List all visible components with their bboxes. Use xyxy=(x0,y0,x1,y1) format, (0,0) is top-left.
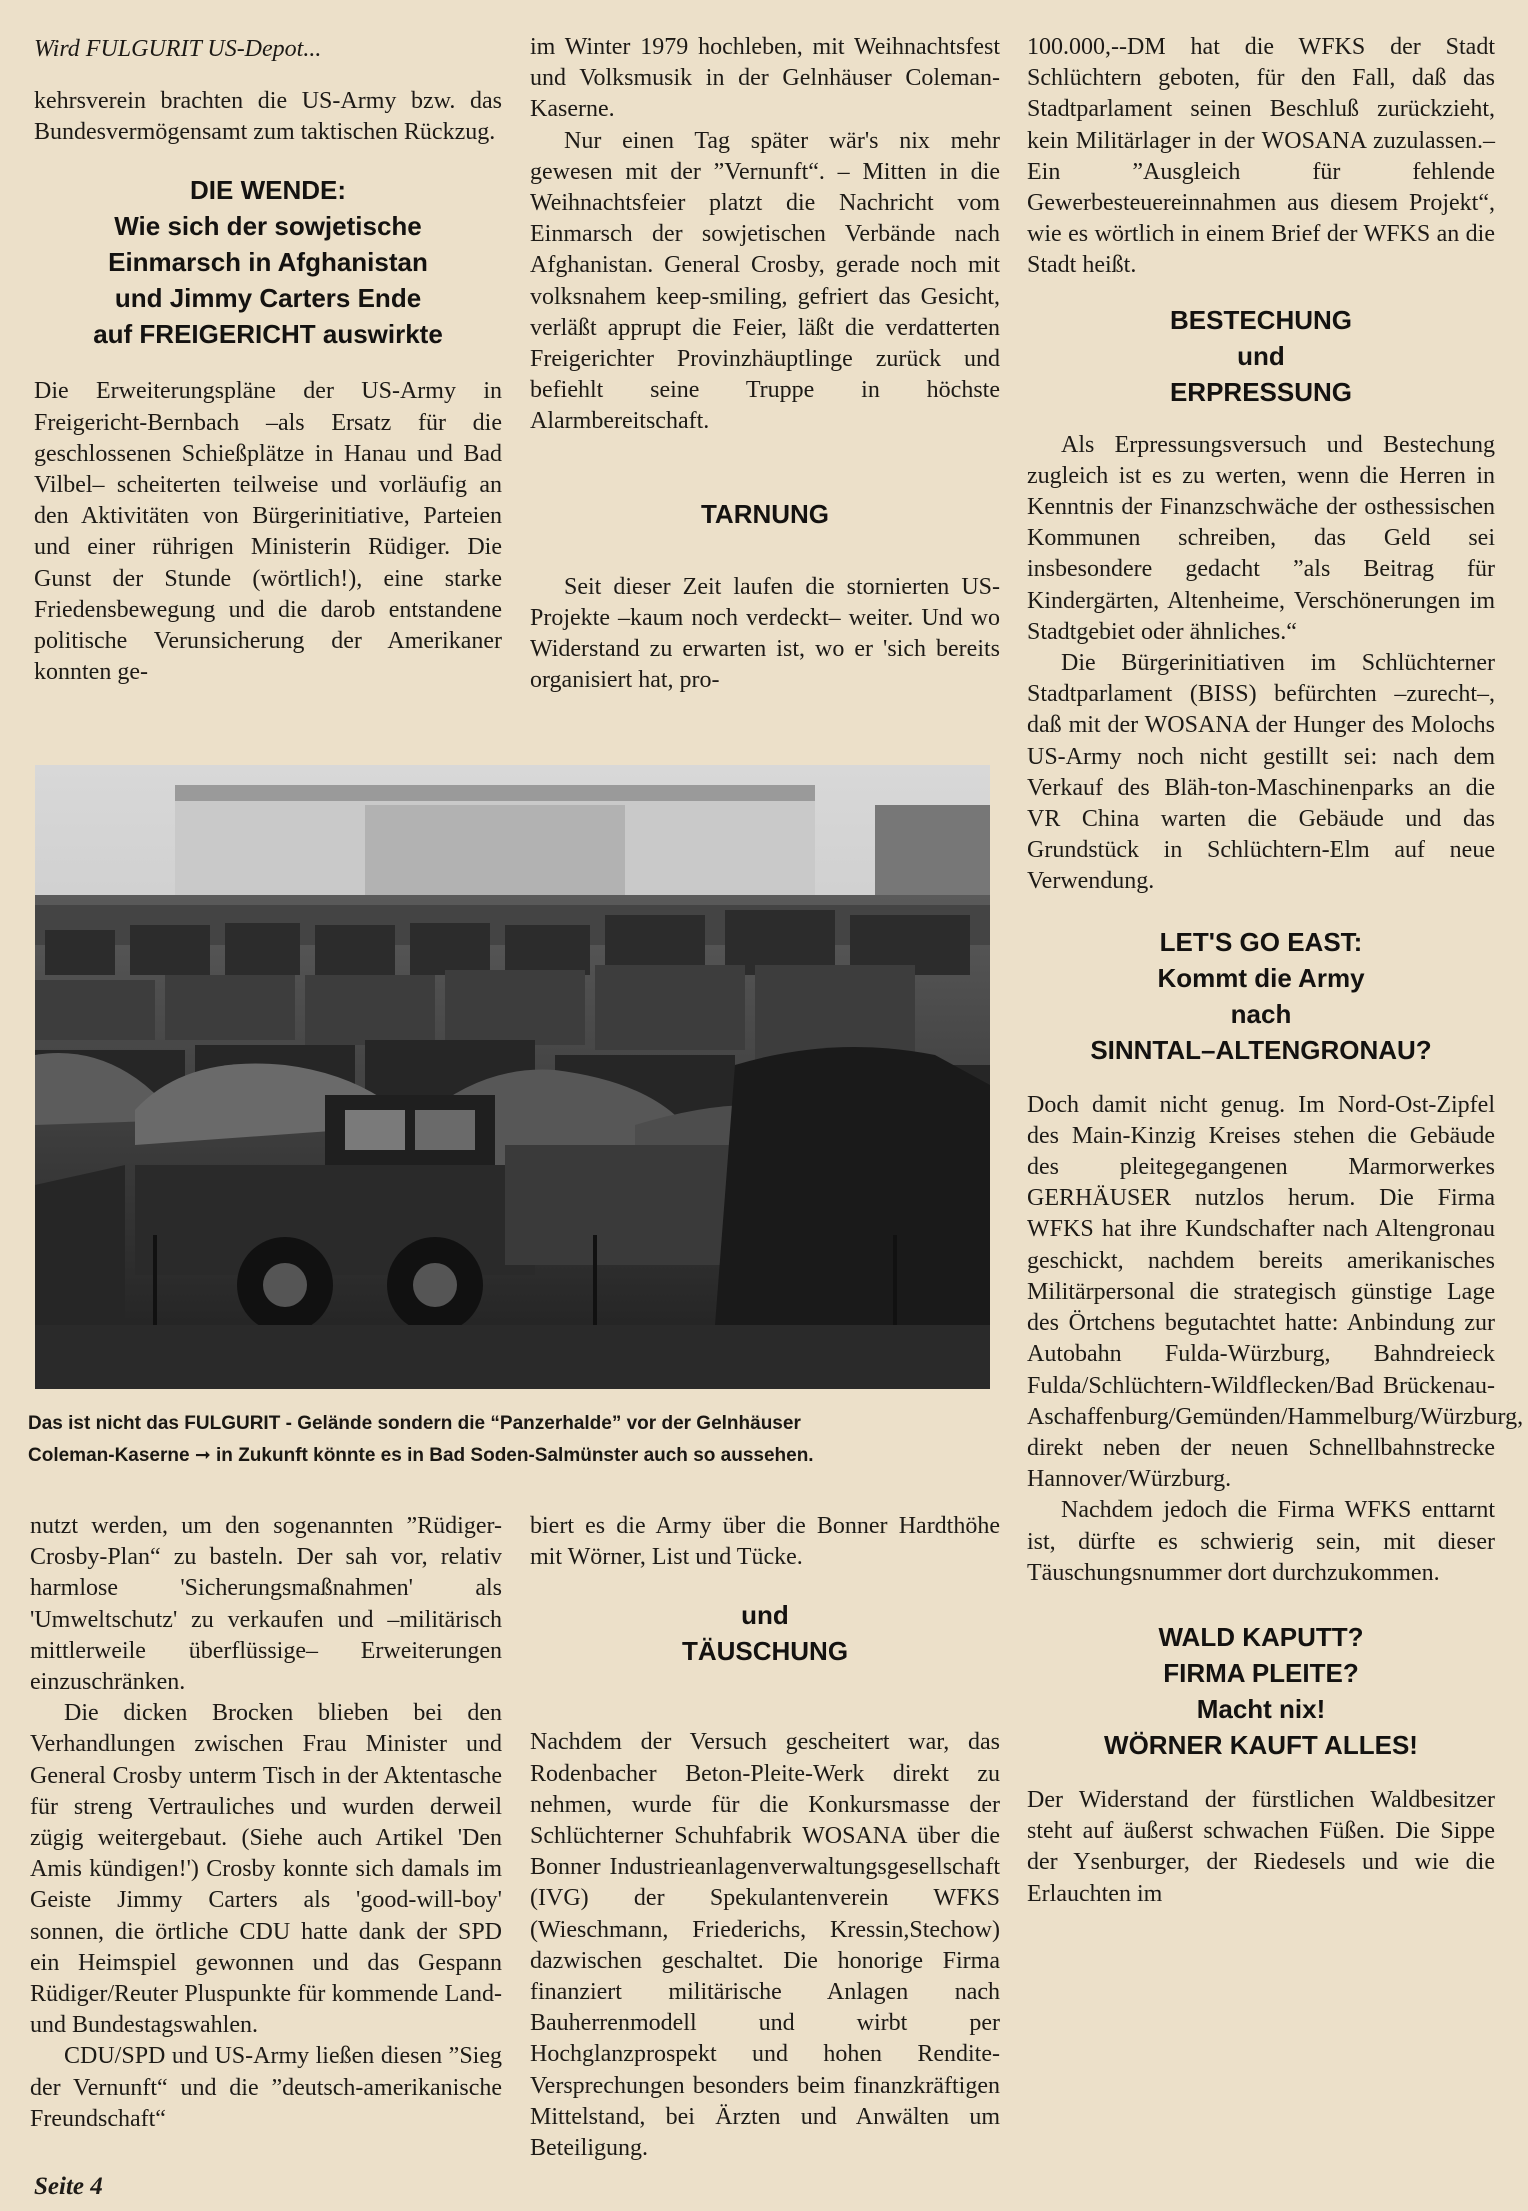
section-heading-die-wende: DIE WENDE: Wie sich der sowjetische Einmarsch in Afghanistan und Jimmy Carters Ende auf FREIGERICHT auswirkte xyxy=(93,175,443,350)
paragraph: im Winter 1979 hochleben, mit Weihnachtsfest und Volksmusik in der Gelnhäuser Coleman-Kaserne. xyxy=(530,34,1000,123)
paragraph: Seit dieser Zeit laufen die stornierten US-Projekte –kaum noch verdeckt– weiter. Und wo Widerstand zu erwarten ist, wo er 'sich bereits organisiert hat, pro- xyxy=(530,573,1000,694)
photo-caption: Das ist nicht das FULGURIT - Gelände sondern die “Panzerhalde” vor der Gelnhäuser Coleman-Kaserne ➞ in Zukunft könnte es in Bad Soden-Salmünster auch so aussehen. xyxy=(28,1413,814,1466)
paragraph: nutzt werden, um den sogenannten ”Rüdiger-Crosby-Plan“ zu basteln. Der sah vor, relativ harmlose 'Sicherungsmaßnahmen' als 'Umweltschutz' zu verkaufen und –militärisch mittlerweile überflüssige– Erweiterungen einzuschränken. xyxy=(30,1513,502,1696)
paragraph: Nachdem jedoch die Firma WFKS enttarnt ist, dürfte es schwierig sein, mit dieser Täuschungsnummer dort durchzukommen. xyxy=(1027,1497,1495,1586)
paragraph: Als Erpressungsversuch und Bestechung zugleich ist es zu werten, wenn die Herren in Kenntnis der Finanzschwäche der osthessischen Kommunen schreiben, das Geld sei insbesondere gedacht ”als Beitrag für Kindergärten, Altenheime, Verschönerungen im Stadtgebiet oder ähnliches.“ xyxy=(1027,431,1495,645)
paragraph: Der Widerstand der fürstlichen Waldbesitzer steht auf äußerst schwachen Füßen. Die Sippe der Ysenburger, der Riedesels und wie die Erlauchten im xyxy=(1027,1786,1495,1907)
paragraph: Nachdem der Versuch gescheitert war, das Rodenbacher Beton-Pleite-Werk direkt zu nehmen, wurde für die Konkursmasse der Schlüchterner Schuhfabrik WOSANA über die Bonner Industrieanlagenverwaltungsgesellschaft (IVG) der Spekulantenverein WFKS (Wieschmann, Friederichs, Kressin,Stechow) dazwischen geschaltet. Die honorige Firma finanziert militärische Anlagen nach Bauherrenmodell und wirbt per Hochglanzprospekt und hohen Rendite-Versprechungen besonders beim finanzkräftigen Mittelstand, bei Ärzten und Anwälten um Beteiligung. xyxy=(530,1729,1000,2162)
column-2-top xyxy=(530,32,1000,696)
paragraph: Die dicken Brocken blieben bei den Verhandlungen zwischen Frau Minister und General Crosby unterm Tisch in der Aktentasche für streng Vertrauliches und wurden derweil zügig weitergebaut. (Siehe auch Artikel 'Den Amis kündigen!') Crosby konnte sich damals im Geiste Jimmy Carters als 'good-will-boy' sonnen, die örtliche CDU hatte dank der SPD ein Heimspiel gewonnen und das Gespann Rüdiger/Reuter Pluspunkte für kommende Land- und Bundestagswahlen. xyxy=(30,1700,502,2039)
paragraph: Nur einen Tag später wär's nix mehr gewesen mit der ”Vernunft“. – Mitten in die Weihnachtsfeier platzt die Nachricht vom Einmarsch der sowjetischen Verbände nach Afghanistan. General Crosby, gerade noch mit volksnahem keep-smiling, gefriert das Gesicht, verläßt apprupt die Feier, läßt die verdatterten Freigerichter Provinzhäuptlinge zurück und befiehlt seine Truppe in höchste Alarmbereitschaft. xyxy=(530,127,1000,435)
column-1-bottom xyxy=(30,1511,502,2135)
section-heading-taeuschung: und TÄUSCHUNG xyxy=(681,1600,849,1667)
paragraph: Die Erweiterungspläne der US-Army in Freigericht-Bernbach –als Ersatz für die geschlossenen Schießplätze in Hanau und Bad Vilbel– scheiterten teilweise und vorläufig an den Aktivitäten von Bürgerinitiative, Parteien und einer rührigen Ministerin Rüdiger. Die Gunst der Stunde (wörtlich!), eine starke Friedensbewegung und die darob entstandene politische Verunsicherung der Amerikaner konnten ge- xyxy=(34,378,502,686)
paragraph: biert es die Army über die Bonner Hardthöhe mit Wörner, List und Tücke. xyxy=(530,1513,1000,1571)
paragraph: 100.000,--DM hat die WFKS der Stadt Schlüchtern geboten, für den Fall, daß das Stadtparlament seinen Beschluß zurückzieht, kein Militärlager in der WOSANA zuzulassen.– Ein ”Ausgleich für fehlende Gewerbesteuereinnahmen aus diesem Projekt“, wie es wörtlich in einem Brief der WFKS an die Stadt heißt. xyxy=(1027,34,1495,279)
section-heading-wald-kaputt: WALD KAPUTT? FIRMA PLEITE? Macht nix! WÖRNER KAUFT ALLES! xyxy=(1104,1621,1418,1760)
section-heading-tarnung: TARNUNG xyxy=(700,498,830,529)
paragraph: Doch damit nicht genug. Im Nord-Ost-Zipfel des Main-Kinzig Kreises stehen die Gebäude des pleitegegangenen Marmorwerkes GERHÄUSER nutzlos herum. Die Firma WFKS hat ihre Kundschafter nach Altengronau geschickt, nachdem bereits amerikanisches Militärpersonal die strategisch günstige Lage des Örtchens begutachtet hatte: Anbindung zur Autobahn Fulda-Würzburg, Bahndreieck Fulda/Schlüchtern-Wildflecken/Bad Brückenau-Aschaffenburg/Gemünden/Hammelburg/Würzburg, direkt neben der neuen Schnellbahnstrecke Hannover/Würzburg. xyxy=(1027,1091,1524,1493)
column-2-bottom xyxy=(530,1511,1000,2164)
paragraph: CDU/SPD und US-Army ließen diesen ”Sieg der Vernunft“ und die ”deutsch-amerikanische Freundschaft“ xyxy=(30,2043,502,2132)
column-1-top xyxy=(34,86,502,688)
section-heading-lets-go-east: LET'S GO EAST: Kommt die Army nach SINNTAL–ALTENGRONAU? xyxy=(1090,926,1432,1065)
paragraph: Die Bürgerinitiativen im Schlüchterner Stadtparlament (BISS) befürchten –zurecht–, daß mit der WOSANA der Hunger des Molochs US-Army noch nicht gestillt sei: nach dem Verkauf des Bläh-ton-Maschinenparks an die VR China warten die Gebäude und das Grundstück in Schlüchtern-Elm auf neue Verwendung. xyxy=(1027,650,1495,895)
photo-panzerhalde xyxy=(35,765,990,1389)
running-head: Wird FULGURIT US-Depot... xyxy=(34,36,322,62)
section-heading-bestechung: BESTECHUNG und ERPRESSUNG xyxy=(1169,304,1353,407)
column-3 xyxy=(1027,32,1524,1910)
paragraph: kehrsverein brachten die US-Army bzw. das Bundesvermögensamt zum taktischen Rückzug. xyxy=(34,88,502,146)
page-number: Seite 4 xyxy=(34,2173,103,2200)
